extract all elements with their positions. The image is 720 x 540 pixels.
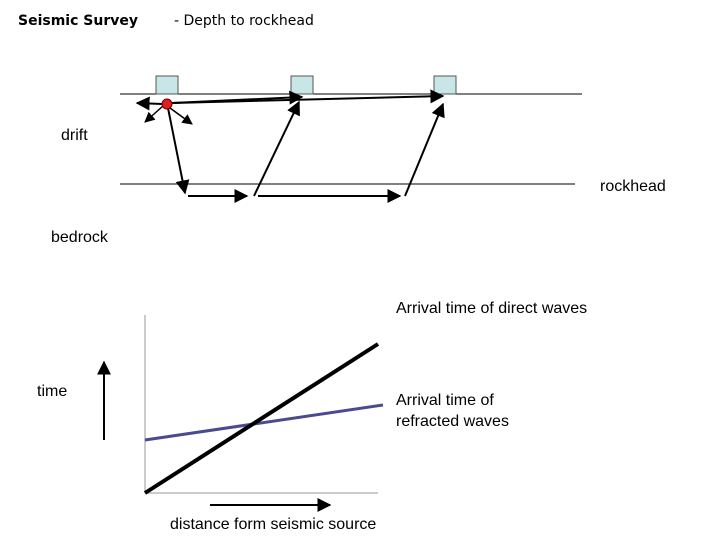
geophone-2 <box>291 76 313 94</box>
drift-label: drift <box>61 127 88 144</box>
direct-wave-rays <box>137 96 443 104</box>
direct-arrival-line <box>145 344 378 493</box>
distance-axis-label: distance form seismic source <box>170 516 377 533</box>
diagram-subtitle: - Depth to rockhead <box>174 13 314 29</box>
seismic-source <box>162 99 172 109</box>
direct-wave-label: Arrival time of direct waves <box>396 300 588 317</box>
refracted-rays <box>168 102 443 196</box>
time-axis-label: time <box>37 383 68 400</box>
diagram-title: Seismic Survey <box>18 13 138 29</box>
refracted-arrival-line <box>145 405 383 440</box>
refracted-wave-label: Arrival time of refracted waves <box>396 392 509 430</box>
geophone-1 <box>156 76 178 94</box>
bedrock-label: bedrock <box>51 229 108 246</box>
rockhead-label: rockhead <box>600 178 666 195</box>
geophone-3 <box>434 76 456 94</box>
